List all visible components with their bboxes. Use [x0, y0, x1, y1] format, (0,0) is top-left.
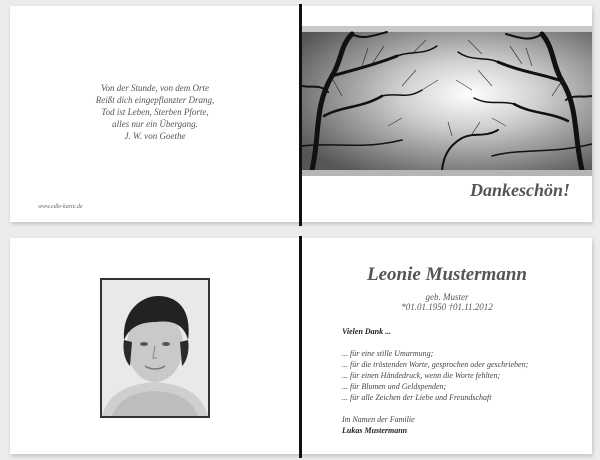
- poem-line: Tod ist Leben, Sterben Pforte,: [101, 107, 209, 117]
- birth-name: geb. Muster: [425, 292, 469, 302]
- thank-line: ... für Blumen und Geldspenden;: [342, 382, 447, 391]
- thank-you-text: [342, 326, 582, 436]
- goethe-poem: [10, 82, 300, 142]
- thanks-heading: Dankeschön!: [469, 180, 570, 200]
- life-dates: *01.01.1950 †01.11.2012: [401, 302, 493, 312]
- poem-line: alles nur ein Übergang.: [112, 119, 198, 129]
- deceased-name: Leonie Mustermann: [367, 264, 527, 285]
- thank-line: ... für einen Händedruck, wenn die Worte fehlten;: [342, 371, 501, 380]
- tree-photo: [302, 26, 592, 176]
- poem-author: J. W. von Goethe: [124, 131, 186, 141]
- family-line: Im Namen der Familie: [342, 415, 415, 424]
- signature: Lukas Mustermann: [342, 426, 408, 435]
- greeting: Vielen Dank ...: [342, 327, 392, 336]
- thank-line: ... für alle Zeichen der Liebe und Freundschaft: [342, 393, 492, 402]
- website-credit: www.edle-karte.de: [38, 204, 83, 210]
- poem-line: Reißt dich eingepflanzter Drang,: [95, 95, 215, 105]
- thank-line: ... für eine stille Umarmung;: [342, 349, 434, 358]
- poem-line: Von der Stunde, von dem Orte: [101, 83, 209, 93]
- thank-line: ... für die tröstenden Worte, gesprochen oder geschrieben;: [342, 360, 529, 369]
- portrait-photo: [100, 278, 210, 418]
